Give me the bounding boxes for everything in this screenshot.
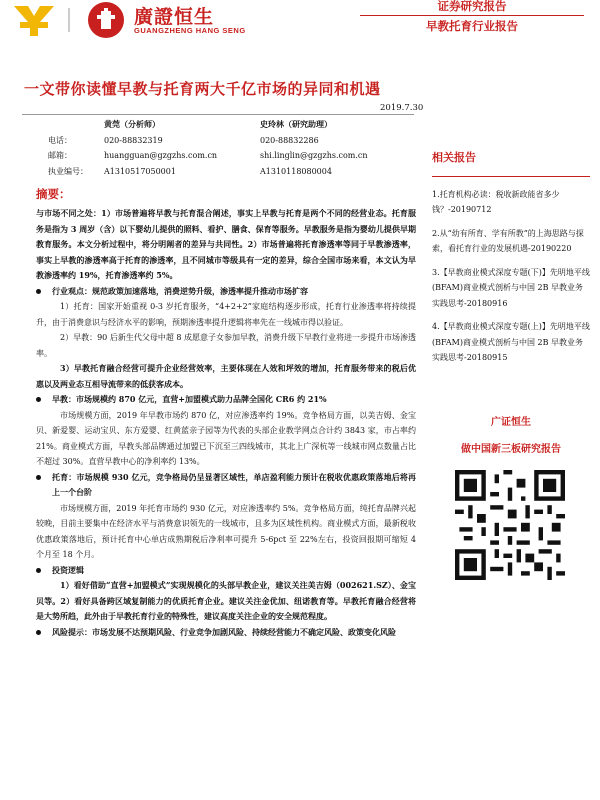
analyst1-name: 黄莞（分析师） (104, 119, 160, 129)
analyst2-email[interactable]: shi.linglin@gzgzhs.com.cn (260, 151, 368, 160)
paragraph-early-edu: 2）早教：90 后新生代父母中超 8 成愿意子女参加早教，消费升级下早教行业将进一步提升市场渗透率。 (36, 333, 416, 358)
title-rule (22, 114, 414, 115)
license-label: 执业编号： (48, 166, 88, 176)
paragraph-investment: 1）看好借助“直营+加盟模式”实现规模化的头部早教企业，建议关注美吉姆（002621.SZ）、金宝贝等。2）看好具备跨区域复制能力的优质托育企业。建议关注金优加、纽诺教育等。早教托育融合经营将是大势所趋，此外由于早教托育行业的特殊性，建议高度关注企业的安全规范程度。 (36, 580, 416, 621)
qr-code-icon (455, 470, 565, 580)
bullet-text: 早教：市场规模约 870 亿元，直营+加盟模式助力品牌全国化 CR6 约 21% (52, 394, 327, 404)
company-slogan: 做中国新三板研究报告 (461, 444, 561, 455)
hang-seng-seal-icon (88, 2, 124, 38)
divider-icon (58, 8, 82, 32)
bullet-icon (36, 568, 41, 573)
related-reports-sidebar (432, 150, 590, 374)
bullet-childcare-market (36, 470, 416, 501)
bullet-icon (36, 630, 41, 635)
bullet-risk (36, 625, 416, 641)
report-type: 证券研究报告 (437, 0, 507, 13)
bullet-icon (36, 475, 41, 480)
paragraph-fusion: 3）早教托育融合经营可提升企业经营效率，主要体现在人效和坪效的增加，托育服务带来的税后优惠以及两业态互相导流带来的低获客成本。 (36, 363, 416, 389)
bullet-text: 投资逻辑 (52, 564, 84, 575)
report-title: 一文带你读懂早教与托育两大千亿市场的异同和机遇 (24, 80, 381, 98)
analyst2-phone: 020-88832286 (260, 135, 319, 145)
abstract-body (36, 206, 416, 640)
abstract-heading: 摘要： (36, 187, 71, 201)
header-rule (360, 15, 584, 16)
bullet-text: 风险提示：市场发展不达预期风险、行业竞争加剧风险、持续经营能力不确定风险、政策变化风险 (52, 626, 396, 637)
bullet-early-edu-market (36, 392, 416, 408)
phone-label: 电话： (48, 135, 72, 145)
analyst2-license: A1310118080004 (260, 166, 332, 176)
analyst1-email[interactable]: huangguan@gzgzhs.com.cn (104, 151, 218, 160)
bullet-text: 行业观点：规范政策加速落地，消费逆势升级，渗透率提升推动市场扩容 (52, 285, 308, 296)
analyst1-license: A1310517050001 (104, 166, 176, 176)
paragraph-early-edu-detail: 市场规模方面，2019 年早教市场约 870 亿，对应渗透率约 19%。竞争格局方面，以美吉姆、金宝贝、新爱婴、运动宝贝、东方爱婴、红黄蓝亲子园等为代表的头部企业教学网点合计约 3843 家，市占率约 21%。商业模式方面，早教头部品牌通过加盟已下沉至三四线城市，其北上广深杭等一线城市网点数量占比不超过 30%。直营早教中心的净利率约 13%。 (36, 410, 416, 466)
analyst-info (48, 117, 420, 179)
analyst1-phone: 020-88832319 (104, 135, 163, 145)
related-report-link[interactable]: 2.从“幼有所育、学有所教”的上海思路与探索，看托育行业的发展机遇-20190220 (432, 228, 584, 253)
related-reports-heading: 相关报告 (432, 151, 476, 164)
bullet-icon (36, 397, 41, 402)
bullet-investment-logic (36, 563, 416, 579)
guangzheng-logo-icon (14, 6, 54, 36)
report-date: 2019.7.30 (380, 103, 424, 113)
analyst2-name: 史玲林（研究助理） (260, 119, 332, 129)
email-label: 邮箱： (48, 151, 72, 160)
report-label-block (360, 0, 584, 33)
brand-name: 廣證恒生 (134, 6, 215, 28)
sidebar-rule (432, 176, 590, 177)
related-report-link[interactable]: 4.【早教商业模式深度专题(上)】先明地平线(BFAM)商业模式剖析与中国 2B 早教业务实践思考-20180915 (432, 322, 590, 362)
bullet-icon (36, 289, 41, 294)
brand-name-en: GUANGZHENG HANG SENG (134, 26, 246, 35)
paragraph-childcare: 1）托育：国家开始重视 0-3 岁托育服务，“4+2+2”家庭结构逐步形成，托育行业渗透率将持续提升，由于消费意识与经济水平的影响，预期渗透率提升逻辑将率先在一线城市得以验证。 (36, 302, 416, 327)
paragraph-childcare-detail: 市场规模方面，2019 年托育市场约 930 亿元，对应渗透率约 5%。竞争格局方面，纯托育品牌兴起较晚，目前主要集中在经济水平与消费意识领先的一线城市，且多为区域性机构。商业模式方面，最新税收优惠政策落地后，预计托育中心单店成熟期税后净利率可提升 5-6pct 至 22%左右，投资回报期可缩短 4 个月至 18 个月。 (36, 503, 416, 559)
paragraph-differences: 与市场不同之处：1）市场普遍将早教与托育混合阐述，事实上早教与托育是两个不同的经营业态。托育服务是指为 3 周岁（含）以下婴幼儿提供的照料、看护、膳食、保育等服务。早教服务是指为婴幼儿提供早期教育服务。本文分析过程中，将分明阐者的差异与共同性。2）市场普遍将托育渗透率等同于早教渗透率，事实上早教的渗透率高于托育的渗透率，且不同城市等级具有一定的差异，综合全国市场来看，本文认为早教渗透率约 19%，托育渗透率约 5%。 (36, 208, 416, 280)
related-report-link[interactable]: 3.【早教商业模式深度专题(下)】先明地平线(BFAM)商业模式剖析与中国 2B 早教业务实践思考-20180916 (432, 267, 590, 308)
bullet-industry-view (36, 284, 416, 300)
related-report-link[interactable]: 1.托育机构必读：税收新政能省多少钱？-20190712 (432, 189, 560, 214)
page-header (0, 0, 600, 44)
company-name: 广证恒生 (491, 417, 531, 428)
bullet-text: 托育：市场规模 930 亿元，竞争格局仍呈显著区域性，单店盈利能力预计在税收优惠政策落地后将再上一个台阶 (52, 471, 416, 497)
industry-report-label: 早教托育行业报告 (426, 19, 518, 33)
